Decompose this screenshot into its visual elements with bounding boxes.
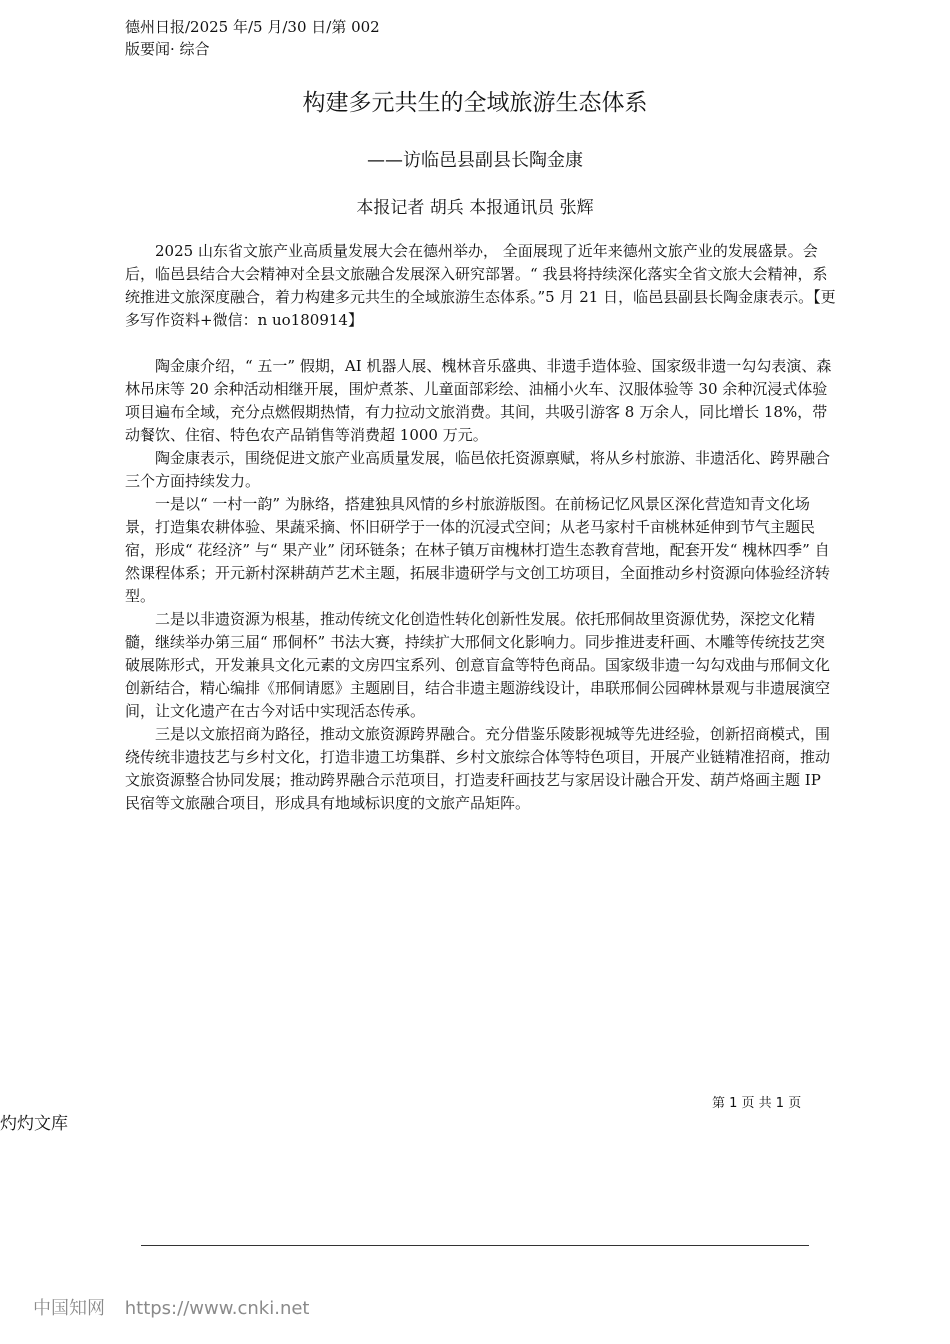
footer-divider bbox=[141, 1245, 809, 1246]
article-title: 构建多元共生的全域旅游生态体系 bbox=[302, 90, 648, 116]
article-body bbox=[125, 240, 837, 815]
document-meta bbox=[125, 16, 380, 60]
paragraph-intro: 2025 山东省文旅产业高质量发展大会在德州举办， 全面展现了近年来德州文旅产业的发展盛景。会后，临邑县结合大会精神对全县文旅融合发展深入研究部署。“ 我县将持续深化落实全省文旅大会精神，系统推进文旅深度融合，着力构建多元共生的全域旅游生态体系。”5 月 21 日，临邑县副县长陶金康表示。【更多写作资料+微信：n uo180914】 bbox=[125, 242, 836, 329]
paragraph: 陶金康介绍，“ 五一” 假期，AI 机器人展、槐林音乐盛典、非遗手造体验、国家级非遗一勾勾表演、森林吊床等 20 余种活动相继开展，围炉煮茶、儿童面部彩绘、油桶小火车、汉服体验等 30 余种沉浸式体验项目遍布全域，充分点燃假期热情，有力拉动文旅消费。其间，共吸引游客 8 万余人，同比增长 18%，带动餐饮、住宿、特色农产品销售等消费超 1000 万元。 bbox=[125, 357, 832, 444]
section-line: 版要闻· 综合 bbox=[125, 40, 210, 58]
paragraph: 陶金康表示，围绕促进文旅产业高质量发展，临邑依托资源禀赋，将从乡村旅游、非遗活化、跨界融合三个方面持续发力。 bbox=[125, 449, 831, 490]
paragraph: 二是以非遗资源为根基，推动传统文化创造性转化创新性发展。依托邢侗故里资源优势，深挖文化精髓，继续举办第三届“ 邢侗杯” 书法大赛，持续扩大邢侗文化影响力。同步推进麦秆画、木雕等传统技艺突破展陈形式，开发兼具文化元素的文房四宝系列、创意盲盒等特色商品。国家级非遗一勾勾戏曲与邢侗文化创新结合，精心编排《邢侗请愿》主题剧目，结合非遗主题游线设计，串联邢侗公园碑林景观与非遗展演空间，让文化遗产在古今对话中实现活态传承。 bbox=[125, 610, 831, 720]
footer bbox=[33, 1294, 309, 1320]
page-number: 第 1 页 共 1 页 bbox=[712, 1096, 802, 1111]
source-line: 德州日报/2025 年/5 月/30 日/第 002 bbox=[125, 18, 380, 36]
footer-url-link[interactable]: https://www.cnki.net bbox=[124, 1298, 310, 1319]
paragraph: 三是以文旅招商为路径，推动文旅资源跨界融合。充分借鉴乐陵影视城等先进经验，创新招商模式，围绕传统非遗技艺与乡村文化，打造非遗工坊集群、乡村文旅综合体等特色项目，开展产业链精准招商，推动文旅资源整合协同发展；推动跨界融合示范项目，打造麦秆画技艺与家居设计融合开发、葫芦烙画主题 IP 民宿等文旅融合项目，形成具有地域标识度的文旅产品矩阵。 bbox=[125, 725, 831, 812]
article-byline: 本报记者 胡兵 本报通讯员 张辉 bbox=[356, 198, 594, 218]
library-watermark: 灼灼文库 bbox=[0, 1114, 68, 1134]
paragraph: 一是以“ 一村一韵” 为脉络，搭建独具风情的乡村旅游版图。在前杨记忆风景区深化营造知青文化场景，打造集农耕体验、果蔬采摘、怀旧研学于一体的沉浸式空间；从老马家村千亩桃林延伸到节气主题民宿，形成“ 花经济” 与“ 果产业” 闭环链条；在林子镇万亩槐林打造生态教育营地，配套开发“ 槐林四季” 自然课程体系；开元新村深耕葫芦艺术主题，拓展非遗研学与文创工坊项目，全面推动乡村资源向体验经济转型。 bbox=[125, 495, 831, 605]
footer-brand: 中国知网 bbox=[33, 1298, 105, 1319]
article-subtitle: ——访临邑县副县长陶金康 bbox=[367, 150, 583, 171]
